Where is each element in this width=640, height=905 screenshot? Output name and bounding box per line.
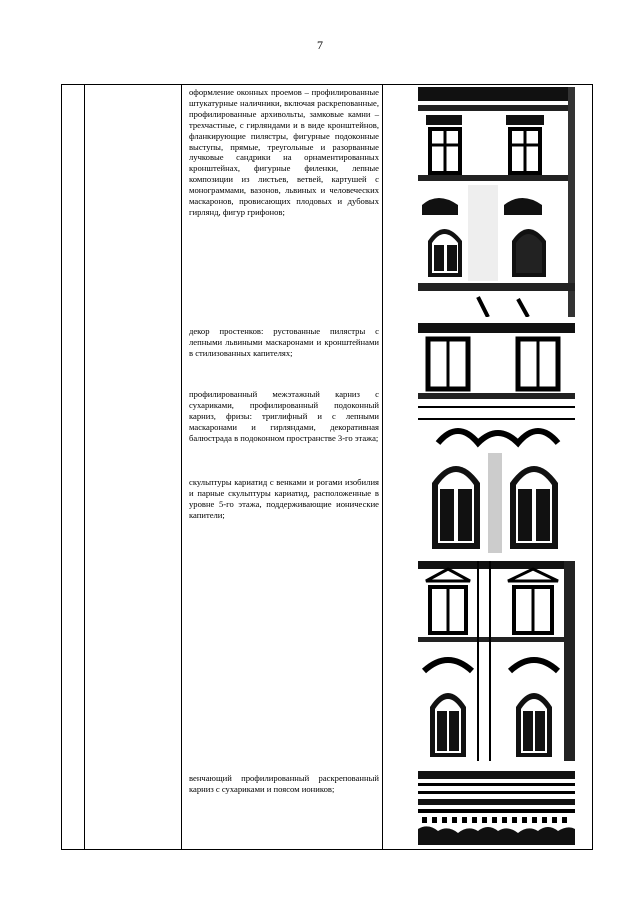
description-crowning-cornice: венчающий профилированный раскрепованный карниз с сухариками и поясом иоников; [189,773,379,794]
facade-photo-windows-upper [418,87,575,317]
building-icon [418,771,575,845]
column-divider-2 [181,85,182,849]
column-divider-1 [84,85,85,849]
protected-elements-table [61,84,593,850]
building-icon [418,323,575,555]
building-icon [418,87,575,317]
description-window-decor: оформление оконных проемов – профилированные штукатурные наличники, включая раскрепованные, профилированные архивольты, замковые камни – трехчастные, с гирляндами и в виде кронштейнов, фланкирующие пилястры, фигурные подоконные выступы, прямые, треугольные и разорванные лучковые сандрики на орнаментированных кронштейнах, фигурные филенки, лепные композиции из листьев, ветвей, картушей с монограммами, вазонов, львиных и человеческих маскаронов, провисающих плодовых и дубовых гирлянд, фигур грифонов; [189,87,379,217]
description-cornice-frieze: профилированный межэтажный карниз с сухариками, профилированный подоконный карниз, фризы: триглифный и с лепными маскаронами и гирляндами, декоративная балюстрада в подоконном пространстве 3-го этажа; [189,389,379,443]
facade-photo-windows-lower [418,561,575,761]
building-icon [418,561,575,761]
page-number: 7 [317,38,323,52]
description-caryatids: скульптуры кариатид с венками и рогами изобилия и парные скульптуры кариатид, расположенные в уровне 5-го этажа, поддерживающие ионические капители; [189,477,379,520]
column-divider-3 [382,85,383,849]
facade-photo-cornice [418,771,575,845]
facade-photo-windows-middle [418,323,575,555]
description-wall-decor: декор простенков: рустованные пилястры с лепными львиными маскаронами и кронштейнами в стилизованных капителях; [189,326,379,358]
